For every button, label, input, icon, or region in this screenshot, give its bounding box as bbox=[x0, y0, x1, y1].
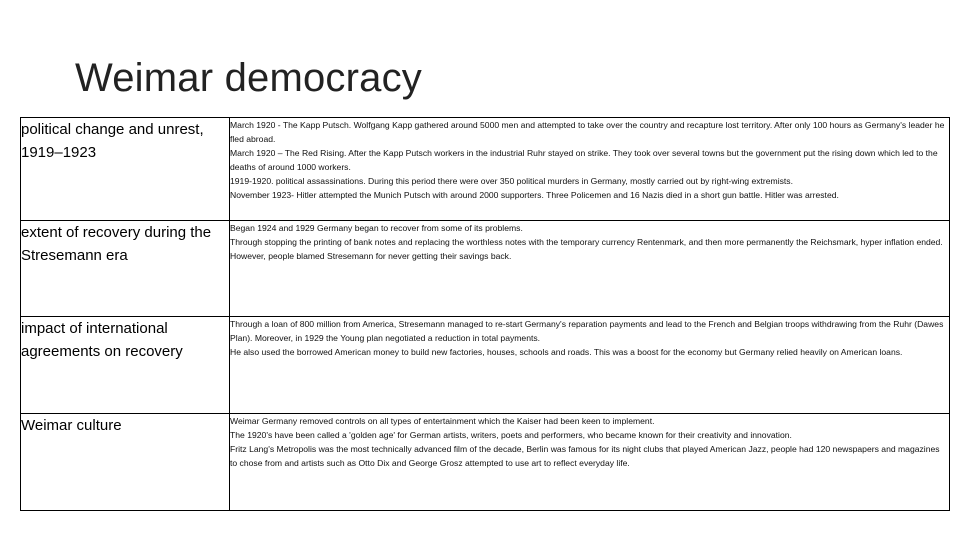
description-line: March 1920 – The Red Rising. After the Kapp Putsch workers in the industrial Ruhr stayed on strike. They took over several towns but the government put the rising down which led to the deaths of around 1000 workers. bbox=[230, 148, 938, 172]
table-row bbox=[21, 221, 950, 317]
description-line: 1919-1920. political assassinations. During this period there were over 350 political murders in Germany, mostly carried out by right-wing extremists. bbox=[230, 176, 793, 186]
description-line: The 1920's have been called a 'golden age' for German artists, writers, poets and performers, who became known for their creativity and innovation. bbox=[230, 430, 792, 440]
description-cell bbox=[230, 317, 950, 414]
description-line: Through a loan of 800 million from America, Stresemann managed to re-start Germany's reparation payments and lead to the French and Belgian troops withdrawing from the Ruhr (Dawes Plan). Moreover, in 1929 the Young plan negotiated a reduction in total payments. bbox=[230, 319, 944, 343]
description-line: Began 1924 and 1929 Germany began to recover from some of its problems. bbox=[230, 223, 523, 233]
topic-cell: political change and unrest, 1919–1923 bbox=[21, 118, 230, 221]
description-cell bbox=[230, 118, 950, 221]
topic-cell: extent of recovery during the Stresemann era bbox=[21, 221, 230, 317]
description-line: November 1923- Hitler attempted the Munich Putsch with around 2000 supporters. Three Policemen and 16 Nazis died in a short gun battle. Hitler was arrested. bbox=[230, 190, 839, 200]
topic-cell: Weimar culture bbox=[21, 414, 230, 511]
table-row bbox=[21, 414, 950, 511]
description-line: He also used the borrowed American money to build new factories, houses, schools and roads. This was a boost for the economy but Germany relied heavily on American loans. bbox=[230, 347, 903, 357]
topics-table bbox=[20, 117, 950, 511]
description-line: March 1920 - The Kapp Putsch. Wolfgang Kapp gathered around 5000 men and attempted to take over the country and recapture lost territory. After only 100 hours as Germany's leader he fled abroad. bbox=[230, 120, 945, 144]
description-line: Through stopping the printing of bank notes and replacing the worthless notes with the temporary currency Rentenmark, and then more permanently the Reichsmark, hyper inflation ended. However, people blamed Stresemann for never getting their savings back. bbox=[230, 237, 943, 261]
description-line: Fritz Lang's Metropolis was the most technically advanced film of the decade, Berlin was famous for its night clubs that played American Jazz, people had 120 newspapers and magazines to chose from and artists such as Otto Dix and George Grosz attempted to use art to reflect everyday life. bbox=[230, 444, 940, 468]
table-row bbox=[21, 118, 950, 221]
slide-title: Weimar democracy bbox=[75, 56, 422, 100]
description-cell bbox=[230, 221, 950, 317]
description-line: Weimar Germany removed controls on all types of entertainment which the Kaiser had been keen to implement. bbox=[230, 416, 655, 426]
description-cell bbox=[230, 414, 950, 511]
topic-cell: impact of international agreements on recovery bbox=[21, 317, 230, 414]
table-row bbox=[21, 317, 950, 414]
